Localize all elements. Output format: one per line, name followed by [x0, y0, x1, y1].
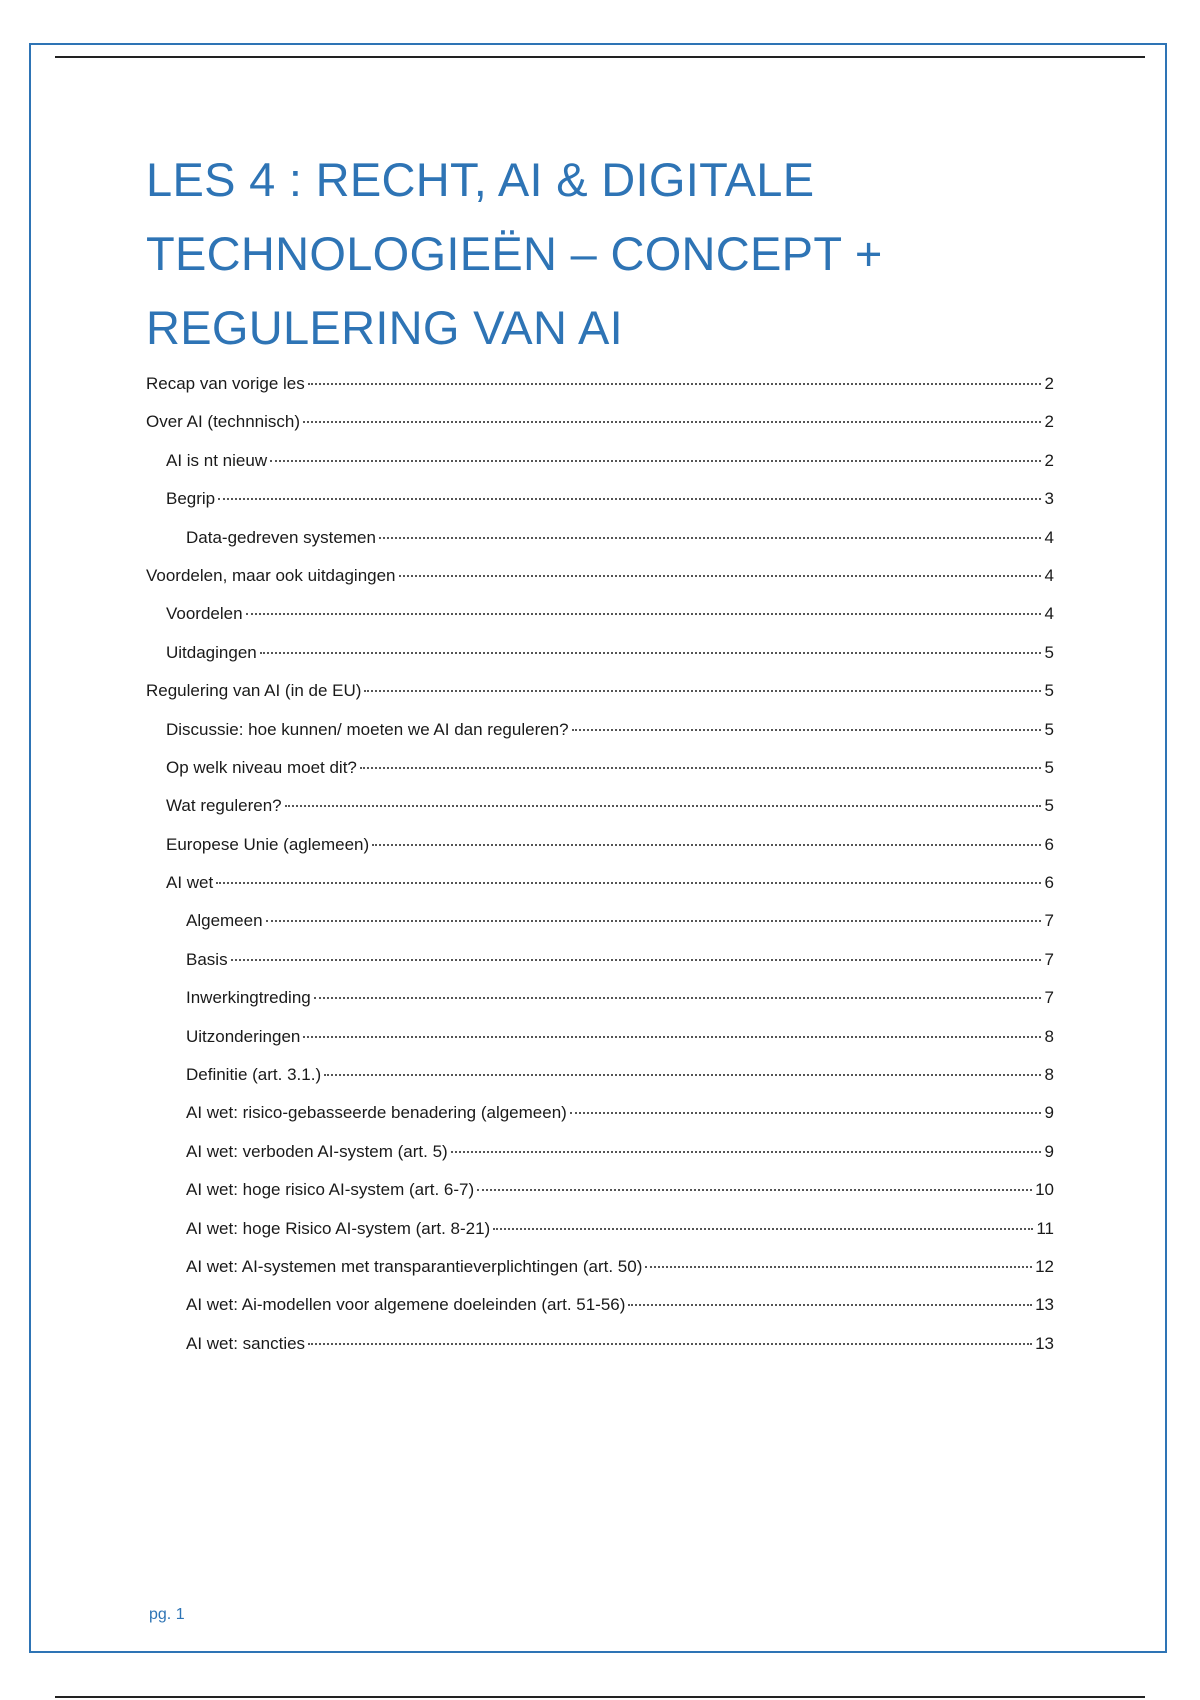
toc-entry-page: 5: [1044, 642, 1054, 662]
toc-entry-text: Data-gedreven systemen: [186, 527, 376, 547]
toc-entry-page: 2: [1044, 412, 1054, 432]
toc-dot-leader: [360, 767, 1041, 769]
toc-entry[interactable]: [146, 1333, 1054, 1371]
toc-entry-page: 7: [1044, 911, 1054, 931]
toc-dot-leader: [314, 997, 1041, 999]
toc-entry[interactable]: [146, 795, 1054, 833]
toc-entry[interactable]: [146, 1102, 1054, 1140]
toc-entry-page: 9: [1044, 1141, 1054, 1161]
toc-dot-leader: [372, 844, 1041, 846]
toc-entry-text: Wat reguleren?: [166, 796, 282, 816]
toc-entry-text: Regulering van AI (in de EU): [146, 681, 362, 701]
title-line-2: TECHNOLOGIEËN – CONCEPT +: [146, 227, 883, 280]
toc-entry[interactable]: [146, 1256, 1054, 1294]
toc-entry-page: 13: [1035, 1333, 1054, 1353]
toc-dot-leader: [572, 729, 1041, 731]
toc-entry[interactable]: [146, 680, 1054, 718]
toc-entry-page: 5: [1044, 719, 1054, 739]
toc-entry-page: 4: [1044, 604, 1054, 624]
toc-entry[interactable]: [146, 488, 1054, 526]
toc-entry[interactable]: [146, 527, 1054, 565]
toc-entry-text: Inwerkingtreding: [186, 988, 311, 1008]
toc-entry-page: 13: [1035, 1295, 1054, 1315]
toc-entry[interactable]: [146, 872, 1054, 910]
toc-entry-page: 3: [1044, 489, 1054, 509]
toc-entry-page: 6: [1044, 834, 1054, 854]
toc-entry[interactable]: [146, 757, 1054, 795]
toc-entry-text: AI wet: [166, 873, 214, 893]
toc-entry-page: 5: [1044, 796, 1054, 816]
toc-entry-text: Over AI (technnisch): [146, 412, 301, 432]
toc-entry-text: Uitdagingen: [166, 642, 257, 662]
toc-entry-page: 6: [1044, 873, 1054, 893]
title-line-3: REGULERING VAN AI: [146, 301, 623, 354]
toc-entry-page: 11: [1036, 1218, 1054, 1238]
toc-dot-leader: [285, 805, 1041, 807]
toc-dot-leader: [379, 537, 1041, 539]
toc-entry-text: Uitzonderingen: [186, 1026, 301, 1046]
toc-entry[interactable]: [146, 411, 1054, 449]
toc-entry[interactable]: [146, 1179, 1054, 1217]
page-number: pg. 1: [149, 1606, 185, 1623]
toc-entry-page: 9: [1044, 1103, 1054, 1123]
toc-dot-leader: [645, 1266, 1032, 1268]
table-of-contents: [146, 373, 1054, 1371]
toc-entry-page: 7: [1044, 988, 1054, 1008]
toc-entry-text: AI wet: hoge risico AI-system (art. 6-7): [186, 1180, 475, 1200]
footer-rule: [55, 1696, 1145, 1698]
toc-entry[interactable]: [146, 987, 1054, 1025]
toc-entry-page: 8: [1044, 1026, 1054, 1046]
toc-entry-text: Europese Unie (aglemeen): [166, 834, 370, 854]
toc-entry[interactable]: [146, 719, 1054, 757]
toc-entry-text: AI wet: risico-gebasseerde benadering (algemeen): [186, 1103, 567, 1123]
toc-dot-leader: [477, 1189, 1032, 1191]
toc-dot-leader: [324, 1074, 1041, 1076]
toc-entry-text: Algemeen: [186, 911, 263, 931]
document-title: [146, 143, 1006, 365]
toc-entry[interactable]: [146, 910, 1054, 948]
toc-entry-text: Definitie (art. 3.1.): [186, 1065, 322, 1085]
toc-entry-page: 5: [1044, 681, 1054, 701]
toc-entry-page: 8: [1044, 1065, 1054, 1085]
toc-dot-leader: [493, 1228, 1033, 1230]
toc-entry-page: 10: [1035, 1180, 1054, 1200]
toc-entry[interactable]: [146, 603, 1054, 641]
toc-dot-leader: [218, 498, 1041, 500]
toc-dot-leader: [628, 1304, 1032, 1306]
toc-entry-page: 4: [1044, 565, 1054, 585]
toc-entry[interactable]: [146, 450, 1054, 488]
toc-entry-text: Begrip: [166, 489, 216, 509]
toc-dot-leader: [308, 383, 1041, 385]
toc-entry-text: AI wet: verboden AI-system (art. 5): [186, 1141, 448, 1161]
toc-entry[interactable]: [146, 642, 1054, 680]
toc-entry-text: Recap van vorige les: [146, 374, 305, 393]
toc-entry-text: AI wet: hoge Risico AI-system (art. 8-21): [186, 1218, 491, 1238]
toc-entry-page: 4: [1044, 527, 1054, 547]
toc-dot-leader: [308, 1343, 1032, 1345]
toc-dot-leader: [231, 959, 1041, 961]
toc-dot-leader: [303, 421, 1041, 423]
toc-entry-text: AI wet: Ai-modellen voor algemene doeleinden (art. 51-56): [186, 1295, 626, 1315]
toc-dot-leader: [364, 690, 1041, 692]
toc-entry-page: 12: [1035, 1256, 1054, 1276]
toc-entry-text: AI wet: AI-systemen met transparantieverplichtingen (art. 50): [186, 1256, 643, 1276]
toc-entry-text: AI wet: sancties: [186, 1333, 306, 1353]
toc-entry-text: Op welk niveau moet dit?: [166, 757, 357, 777]
toc-dot-leader: [260, 652, 1041, 654]
toc-entry-page: 7: [1044, 949, 1054, 969]
toc-entry-page: 2: [1044, 450, 1054, 470]
toc-entry-text: AI is nt nieuw: [166, 450, 268, 470]
title-line-1: LES 4 : RECHT, AI & DIGITALE: [146, 153, 815, 206]
toc-entry[interactable]: [146, 949, 1054, 987]
toc-dot-leader: [303, 1036, 1041, 1038]
toc-entry[interactable]: [146, 565, 1054, 603]
toc-entry-text: Voordelen: [166, 604, 243, 624]
toc-entry[interactable]: [146, 373, 1054, 411]
toc-entry[interactable]: [146, 1026, 1054, 1064]
toc-entry-page: 2: [1044, 374, 1054, 393]
toc-entry-text: Voordelen, maar ook uitdagingen: [146, 565, 396, 585]
toc-dot-leader: [216, 882, 1041, 884]
toc-dot-leader: [266, 920, 1041, 922]
toc-dot-leader: [246, 613, 1041, 615]
toc-dot-leader: [451, 1151, 1041, 1153]
toc-entry[interactable]: [146, 1064, 1054, 1102]
toc-entry[interactable]: [146, 1294, 1054, 1332]
toc-entry-text: Discussie: hoe kunnen/ moeten we AI dan reguleren?: [166, 719, 569, 739]
toc-entry[interactable]: [146, 834, 1054, 872]
toc-dot-leader: [399, 575, 1041, 577]
toc-dot-leader: [270, 460, 1041, 462]
toc-entry[interactable]: [146, 1218, 1054, 1256]
toc-entry-page: 5: [1044, 757, 1054, 777]
toc-entry[interactable]: [146, 1141, 1054, 1179]
toc-entry-text: Basis: [186, 949, 228, 969]
toc-dot-leader: [570, 1112, 1041, 1114]
